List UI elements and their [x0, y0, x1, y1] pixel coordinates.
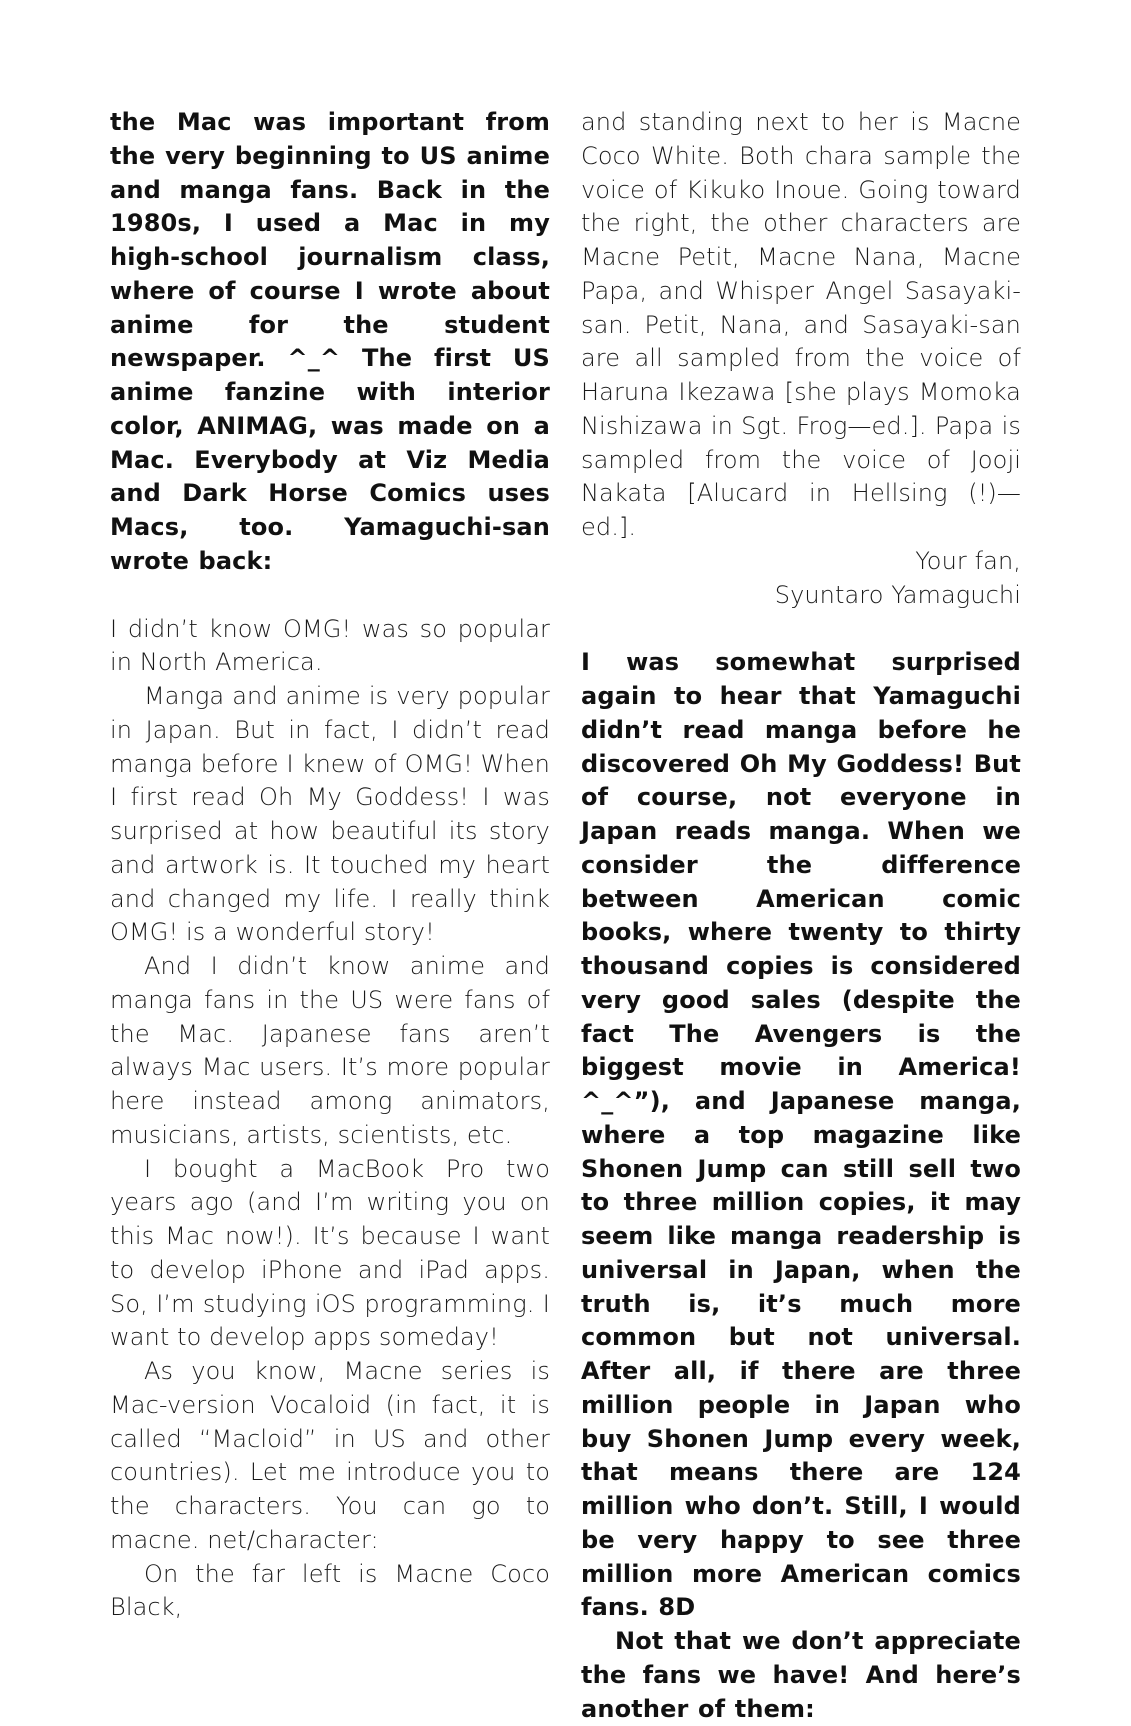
letter-block	[110, 613, 550, 1626]
editor-reply-block	[581, 646, 1021, 1726]
letter-paragraph: and standing next to her is Macne Coco White. Both chara sample the voice of Kikuko Inoue. Going toward the right, the other characters are Macne Petit, Macne Nana, Macne Papa, and Whisper Angel Sasayaki-san. Petit, Nana, and Sasayaki-san are all sampled from the voice of Haruna Ikezawa [she plays Momoka Nishizawa in Sgt. Frog—ed.]. Papa is sampled from the voice of Jooji Nakata [Alucard in Hellsing (!)—ed.].	[581, 108, 1021, 541]
editor-reply-paragraph: Not that we don’t appreciate the fans we have! And here’s another of them:	[581, 1627, 1021, 1723]
letter-continued-block	[581, 106, 1021, 612]
letter-paragraph: On the far left is Macne Coco Black,	[110, 1559, 550, 1622]
section-gap	[110, 579, 550, 613]
section-gap	[581, 612, 1021, 646]
left-column	[110, 106, 550, 1625]
letter-signature: Syuntaro Yamaguchi	[774, 580, 1021, 609]
letter-paragraph: I bought a MacBook Pro two years ago (and I’m writing you on this Mac now!). It’s because I want to develop iPhone and iPad apps. So, I’m studying iOS programming. I want to develop apps someday!	[110, 1154, 550, 1352]
letter-paragraph: I didn’t know OMG! was so popular in North America.	[110, 614, 550, 677]
letter-paragraph: As you know, Macne series is Mac-version Vocaloid (in fact, it is called “Macloid” in US and other countries). Let me introduce you to the characters. You can go to macne. net/character:	[110, 1357, 550, 1554]
letter-paragraph: Manga and anime is very popular in Japan. But in fact, I didn’t read manga before I knew of OMG! When I first read Oh My Goddess! I was surprised at how beautiful its story and artwork is. It touched my heart and changed my life. I really think OMG! is a wonderful story!	[110, 682, 550, 947]
editor-intro-block	[110, 106, 550, 579]
editor-intro-paragraph: the Mac was important from the very beginning to US anime and manga fans. Back in the 1980s, I used a Mac in my high-school journalism class, where of course I wrote about anime for the student newspaper. ^_^ The first US anime fanzine with interior color, ANIMAG, was made on a Mac. Everybody at Viz Media and Dark Horse Comics uses Macs, too. Yamaguchi-san wrote back:	[110, 108, 550, 575]
right-column	[581, 106, 1021, 1726]
letter-paragraph: And I didn’t know anime and manga fans in the US were fans of the Mac. Japanese fans aren’t always Mac users. It’s more popular here instead among animators, musicians, artists, scientists, etc.	[110, 952, 550, 1149]
editor-reply-paragraph: I was somewhat surprised again to hear that Yamaguchi didn’t read manga before he discovered Oh My Goddess! But of course, not everyone in Japan reads manga. When we consider the difference between American comic books, where twenty to thirty thousand copies is considered very good sales (despite the fact The Avengers is the biggest movie in America! ^_^”), and Japanese manga, where a top magazine like Shonen Jump can still sell two to three million copies, it may seem like manga readership is universal in Japan, when the truth is, it’s much more common but not universal. After all, if there are three million people in Japan who buy Shonen Jump every week, that means there are 124 million who don’t. Still, I would be very happy to see three million more American comics fans. 8D	[581, 648, 1021, 1622]
letter-signoff: Your fan,	[915, 546, 1021, 575]
